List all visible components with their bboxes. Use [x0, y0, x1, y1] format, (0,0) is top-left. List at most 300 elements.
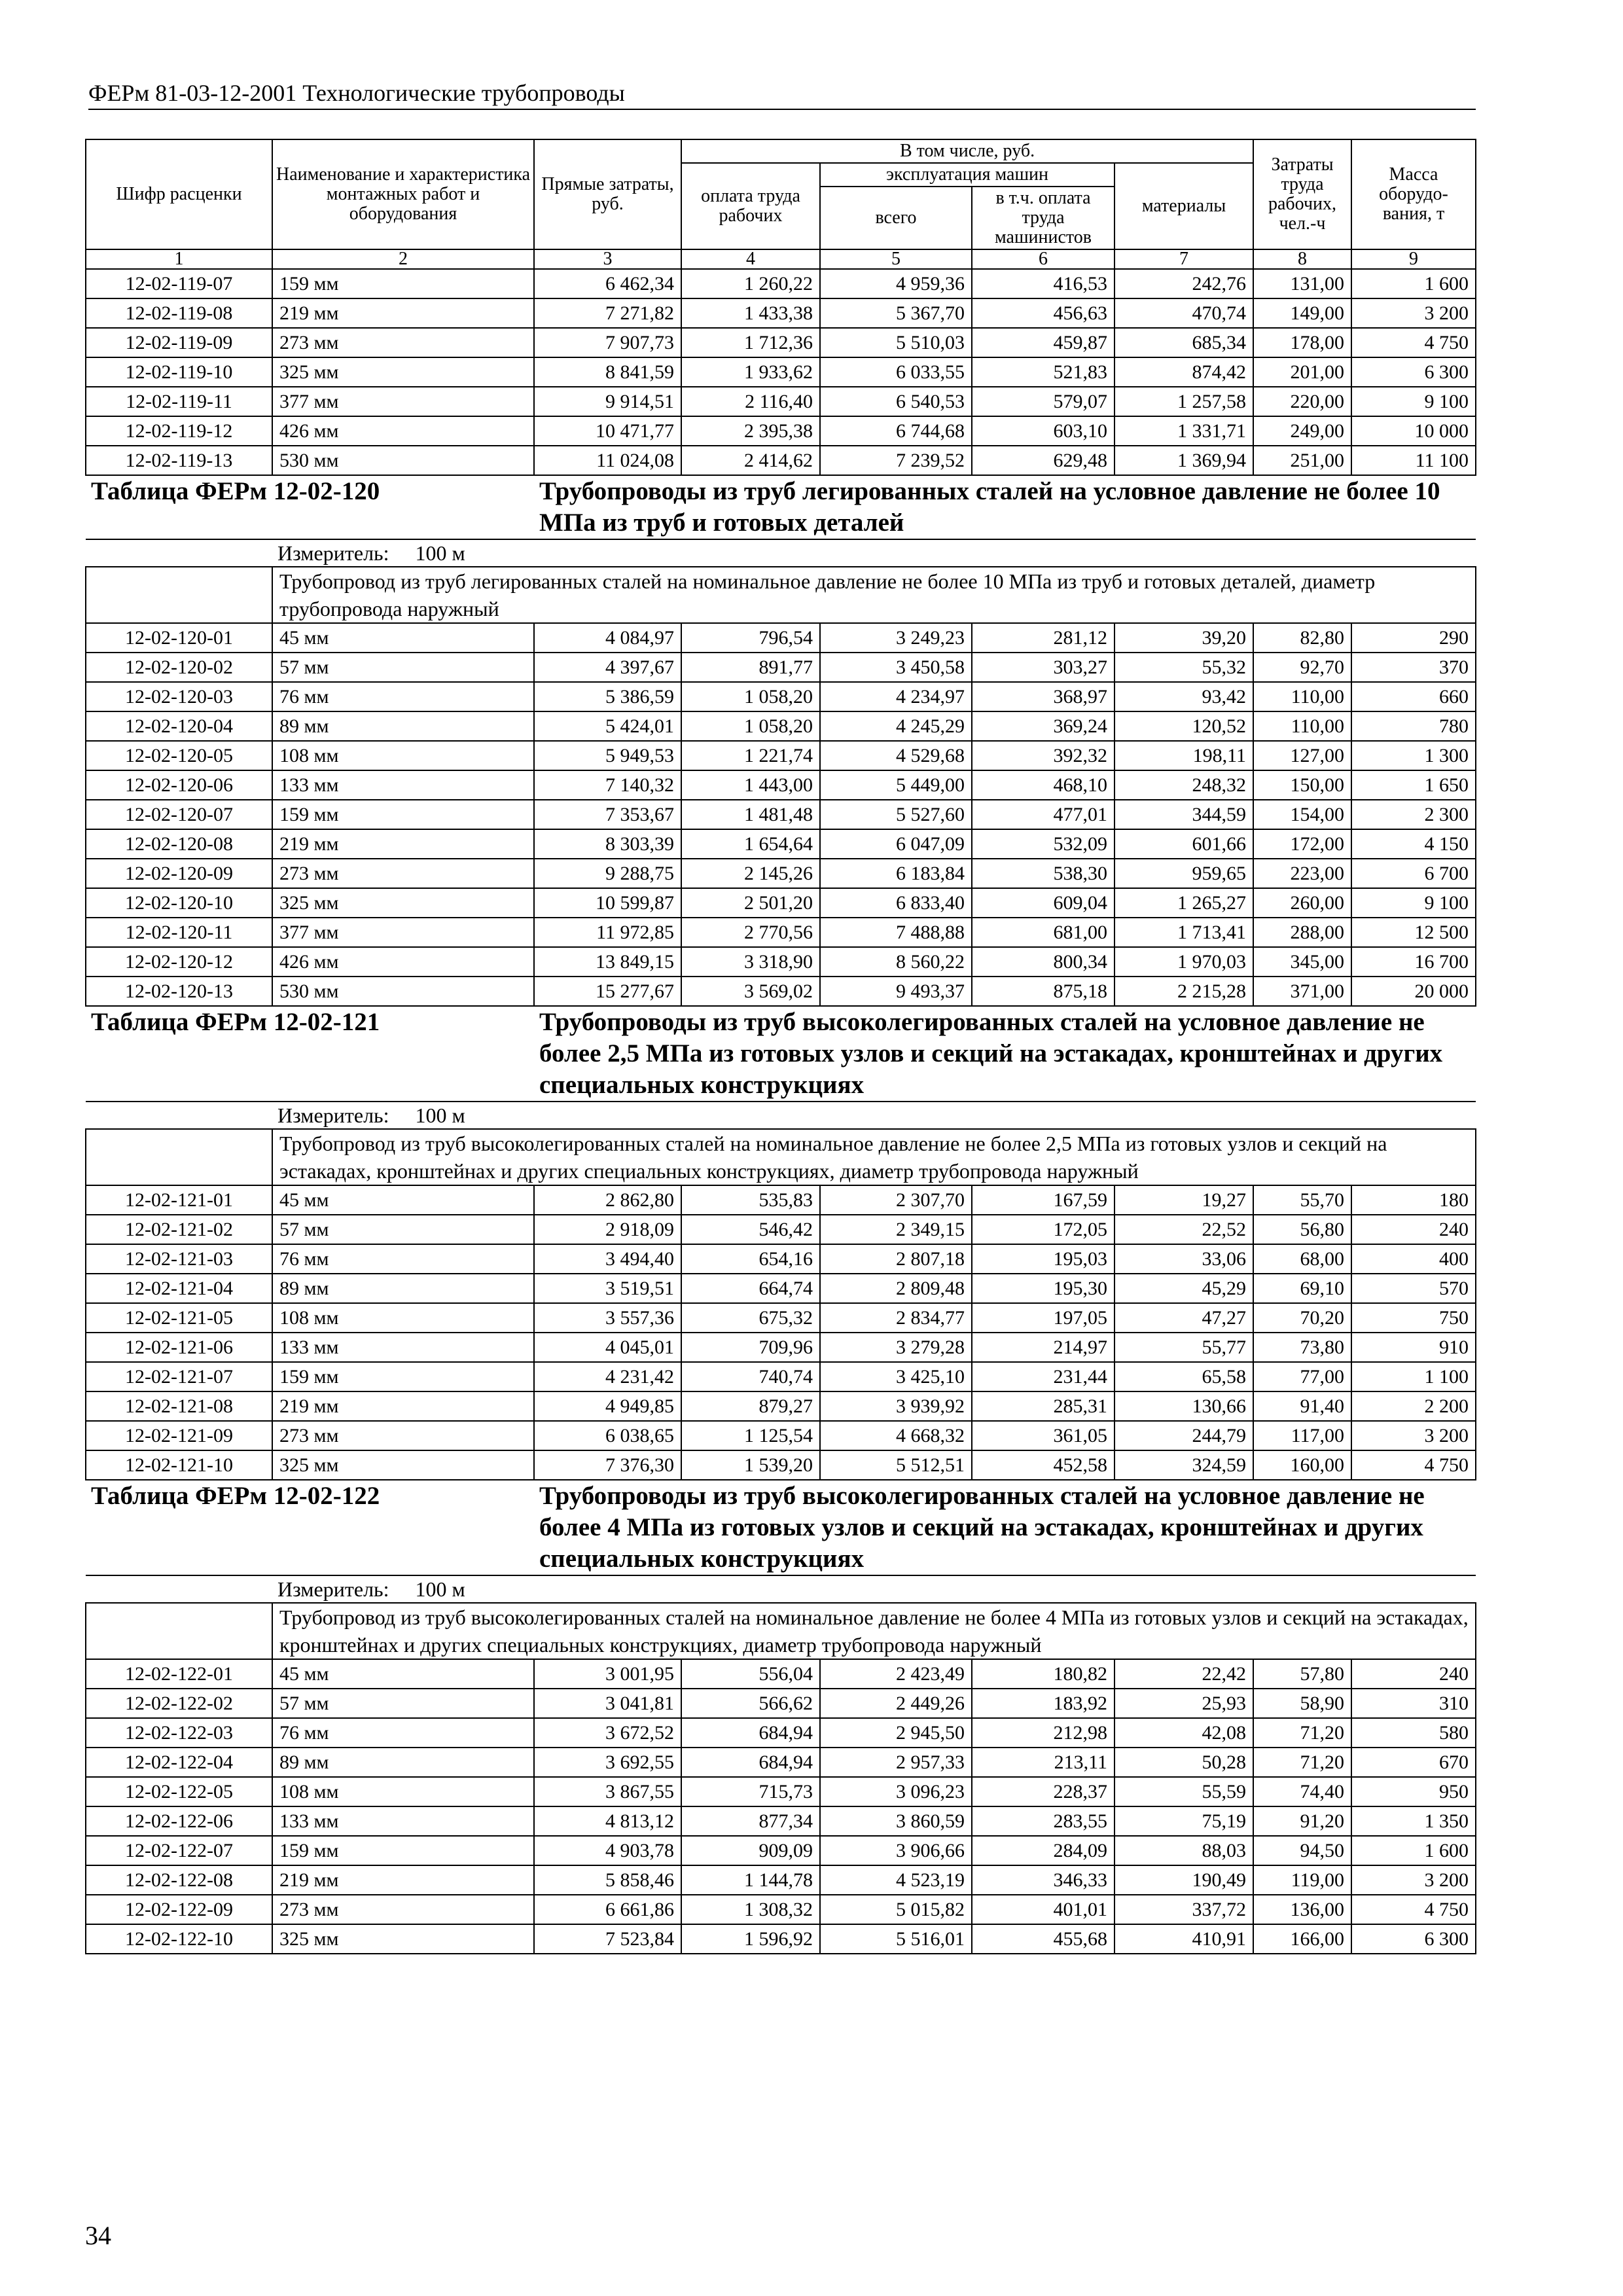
materials-cell: 120,52	[1115, 711, 1253, 741]
labor-hours-cell: 160,00	[1253, 1450, 1351, 1480]
materials-cell: 22,42	[1115, 1659, 1253, 1689]
machines-total-cell: 2 307,70	[820, 1185, 972, 1215]
table-row	[86, 298, 1476, 328]
labor-hours-cell: 110,00	[1253, 711, 1351, 741]
materials-cell: 337,72	[1115, 1895, 1253, 1924]
machines-total-cell: 5 449,00	[820, 770, 972, 800]
machines-total-cell: 4 959,36	[820, 269, 972, 298]
section-measure	[272, 1575, 1476, 1603]
direct-cost-cell: 5 949,53	[534, 741, 681, 770]
table-row	[86, 1659, 1476, 1689]
rate-code-cell: 12-02-121-06	[86, 1333, 272, 1362]
direct-cost-cell: 5 424,01	[534, 711, 681, 741]
table-row	[86, 918, 1476, 947]
machines-total-cell: 3 860,59	[820, 1806, 972, 1836]
rate-code-cell: 12-02-121-02	[86, 1215, 272, 1244]
item-name-cell: 76 мм	[272, 1718, 534, 1748]
machinist-pay-cell: 172,05	[972, 1215, 1115, 1244]
direct-cost-cell: 5 858,46	[534, 1865, 681, 1895]
labor-hours-cell: 117,00	[1253, 1421, 1351, 1450]
table-row	[86, 1303, 1476, 1333]
materials-cell: 248,32	[1115, 770, 1253, 800]
machinist-pay-cell: 231,44	[972, 1362, 1115, 1391]
machinist-pay-cell: 477,01	[972, 800, 1115, 829]
machinist-pay-cell: 284,09	[972, 1836, 1115, 1865]
table-row	[86, 1718, 1476, 1748]
labor-pay-cell: 879,27	[681, 1391, 820, 1421]
item-name-cell: 45 мм	[272, 1185, 534, 1215]
header-rule	[88, 109, 1476, 110]
direct-cost-cell: 4 084,97	[534, 623, 681, 653]
rate-code-cell: 12-02-120-03	[86, 682, 272, 711]
materials-cell: 25,93	[1115, 1689, 1253, 1718]
labor-hours-cell: 77,00	[1253, 1362, 1351, 1391]
column-number: 4	[681, 249, 820, 269]
col-header-incl: В том числе, руб.	[681, 139, 1253, 163]
machines-total-cell: 2 807,18	[820, 1244, 972, 1274]
rate-code-cell: 12-02-120-05	[86, 741, 272, 770]
item-name-cell: 89 мм	[272, 1748, 534, 1777]
col-header-direct: Прямые затраты, руб.	[534, 139, 681, 249]
rate-code-cell: 12-02-122-01	[86, 1659, 272, 1689]
rate-code-cell: 12-02-120-06	[86, 770, 272, 800]
direct-cost-cell: 8 841,59	[534, 357, 681, 387]
section-description: Трубопровод из труб высоколегированных сталей на номинальное давление не более 4 МПа из готовых узлов и секций на эстакадах, кронштейнах и других специальных конструкциях, диаметр трубопровода наружный	[272, 1603, 1476, 1659]
rate-code-cell: 12-02-119-10	[86, 357, 272, 387]
machines-total-cell: 5 367,70	[820, 298, 972, 328]
section-description-row	[86, 1603, 1476, 1659]
materials-cell: 1 369,94	[1115, 446, 1253, 475]
mass-cell: 2 300	[1351, 800, 1476, 829]
labor-hours-cell: 288,00	[1253, 918, 1351, 947]
mass-cell: 310	[1351, 1689, 1476, 1718]
labor-hours-cell: 201,00	[1253, 357, 1351, 387]
col-header-labor-hours: Затраты труда рабочих, чел.-ч	[1253, 139, 1351, 249]
labor-pay-cell: 709,96	[681, 1333, 820, 1362]
col-header-machinist-pay: в т.ч. оплата труда машинистов	[972, 187, 1115, 249]
table-row	[86, 416, 1476, 446]
machinist-pay-cell: 459,87	[972, 328, 1115, 357]
direct-cost-cell: 13 849,15	[534, 947, 681, 977]
measure-spacer	[86, 1575, 272, 1603]
labor-hours-cell: 71,20	[1253, 1718, 1351, 1748]
table-row	[86, 977, 1476, 1006]
item-name-cell: 325 мм	[272, 1924, 534, 1954]
machines-total-cell: 6 833,40	[820, 888, 972, 918]
labor-pay-cell: 1 481,48	[681, 800, 820, 829]
labor-hours-cell: 55,70	[1253, 1185, 1351, 1215]
materials-cell: 410,91	[1115, 1924, 1253, 1954]
table-row	[86, 741, 1476, 770]
item-name-cell: 57 мм	[272, 1215, 534, 1244]
machinist-pay-cell: 228,37	[972, 1777, 1115, 1806]
section-title-row	[86, 475, 1476, 539]
item-name-cell: 377 мм	[272, 918, 534, 947]
labor-hours-cell: 172,00	[1253, 829, 1351, 859]
rate-code-cell: 12-02-122-02	[86, 1689, 272, 1718]
measure-value: 100 м	[415, 541, 465, 565]
direct-cost-cell: 3 867,55	[534, 1777, 681, 1806]
machines-total-cell: 3 279,28	[820, 1333, 972, 1362]
labor-hours-cell: 127,00	[1253, 741, 1351, 770]
mass-cell: 240	[1351, 1659, 1476, 1689]
table-row	[86, 357, 1476, 387]
direct-cost-cell: 3 041,81	[534, 1689, 681, 1718]
measure-value: 100 м	[415, 1103, 465, 1127]
materials-cell: 42,08	[1115, 1718, 1253, 1748]
mass-cell: 290	[1351, 623, 1476, 653]
item-name-cell: 273 мм	[272, 1421, 534, 1450]
labor-hours-cell: 178,00	[1253, 328, 1351, 357]
table-row	[86, 1689, 1476, 1718]
item-name-cell: 57 мм	[272, 1689, 534, 1718]
item-name-cell: 273 мм	[272, 1895, 534, 1924]
mass-cell: 12 500	[1351, 918, 1476, 947]
measure-label: Измеритель:	[277, 541, 389, 565]
rate-code-cell: 12-02-122-05	[86, 1777, 272, 1806]
rate-code-cell: 12-02-119-12	[86, 416, 272, 446]
machinist-pay-cell: 283,55	[972, 1806, 1115, 1836]
section-description: Трубопровод из труб высоколегированных сталей на номинальное давление не более 2,5 МПа из готовых узлов и секций на эстакадах, кронштейнах и других специальных конструкциях, диаметр трубопровода наружный	[272, 1129, 1476, 1185]
column-number: 1	[86, 249, 272, 269]
labor-pay-cell: 877,34	[681, 1806, 820, 1836]
labor-hours-cell: 131,00	[1253, 269, 1351, 298]
machines-total-cell: 2 945,50	[820, 1718, 972, 1748]
item-name-cell: 45 мм	[272, 623, 534, 653]
rate-code-cell: 12-02-119-13	[86, 446, 272, 475]
machines-total-cell: 5 512,51	[820, 1450, 972, 1480]
machines-total-cell: 8 560,22	[820, 947, 972, 977]
labor-pay-cell: 2 395,38	[681, 416, 820, 446]
table-row	[86, 328, 1476, 357]
labor-hours-cell: 73,80	[1253, 1333, 1351, 1362]
mass-cell: 780	[1351, 711, 1476, 741]
rate-code-cell: 12-02-120-12	[86, 947, 272, 977]
table-row	[86, 829, 1476, 859]
machinist-pay-cell: 401,01	[972, 1895, 1115, 1924]
mass-cell: 1 350	[1351, 1806, 1476, 1836]
item-name-cell: 76 мм	[272, 1244, 534, 1274]
direct-cost-cell: 7 353,67	[534, 800, 681, 829]
materials-cell: 874,42	[1115, 357, 1253, 387]
page-number: 34	[85, 2221, 111, 2250]
rate-code-cell: 12-02-121-03	[86, 1244, 272, 1274]
labor-pay-cell: 1 433,38	[681, 298, 820, 328]
rate-code-cell: 12-02-120-11	[86, 918, 272, 947]
machinist-pay-cell: 455,68	[972, 1924, 1115, 1954]
mass-cell: 1 100	[1351, 1362, 1476, 1391]
materials-cell: 39,20	[1115, 623, 1253, 653]
table-row	[86, 888, 1476, 918]
materials-cell: 244,79	[1115, 1421, 1253, 1450]
labor-pay-cell: 684,94	[681, 1718, 820, 1748]
machinist-pay-cell: 579,07	[972, 387, 1115, 416]
column-number: 7	[1115, 249, 1253, 269]
section-description: Трубопровод из труб легированных сталей на номинальное давление не более 10 МПа из труб и готовых деталей, диаметр трубопровода наружный	[272, 567, 1476, 623]
mass-cell: 2 200	[1351, 1391, 1476, 1421]
mass-cell: 3 200	[1351, 1865, 1476, 1895]
machinist-pay-cell: 456,63	[972, 298, 1115, 328]
section-measure-row	[86, 539, 1476, 567]
labor-pay-cell: 740,74	[681, 1362, 820, 1391]
table-body	[86, 269, 1476, 1954]
item-name-cell: 76 мм	[272, 682, 534, 711]
labor-hours-cell: 69,10	[1253, 1274, 1351, 1303]
table-row	[86, 1777, 1476, 1806]
machines-total-cell: 2 957,33	[820, 1748, 972, 1777]
labor-hours-cell: 136,00	[1253, 1895, 1351, 1924]
machines-total-cell: 5 015,82	[820, 1895, 972, 1924]
rate-code-cell: 12-02-120-01	[86, 623, 272, 653]
mass-cell: 11 100	[1351, 446, 1476, 475]
machines-total-cell: 4 529,68	[820, 741, 972, 770]
table-row	[86, 947, 1476, 977]
mass-cell: 660	[1351, 682, 1476, 711]
mass-cell: 1 600	[1351, 269, 1476, 298]
item-name-cell: 159 мм	[272, 800, 534, 829]
item-name-cell: 325 мм	[272, 888, 534, 918]
table-row	[86, 1836, 1476, 1865]
labor-pay-cell: 2 501,20	[681, 888, 820, 918]
materials-cell: 75,19	[1115, 1806, 1253, 1836]
mass-cell: 670	[1351, 1748, 1476, 1777]
machines-total-cell: 6 047,09	[820, 829, 972, 859]
section-table-label: Таблица ФЕРм 12-02-122	[86, 1480, 534, 1575]
labor-hours-cell: 251,00	[1253, 446, 1351, 475]
labor-pay-cell: 3 569,02	[681, 977, 820, 1006]
table-row	[86, 1421, 1476, 1450]
table-row	[86, 623, 1476, 653]
labor-pay-cell: 1 144,78	[681, 1865, 820, 1895]
labor-pay-cell: 684,94	[681, 1748, 820, 1777]
materials-cell: 130,66	[1115, 1391, 1253, 1421]
direct-cost-cell: 4 045,01	[534, 1333, 681, 1362]
machinist-pay-cell: 368,97	[972, 682, 1115, 711]
machines-total-cell: 7 488,88	[820, 918, 972, 947]
materials-cell: 959,65	[1115, 859, 1253, 888]
labor-hours-cell: 68,00	[1253, 1244, 1351, 1274]
machinist-pay-cell: 603,10	[972, 416, 1115, 446]
labor-hours-cell: 260,00	[1253, 888, 1351, 918]
machines-total-cell: 6 183,84	[820, 859, 972, 888]
materials-cell: 45,29	[1115, 1274, 1253, 1303]
machines-total-cell: 4 234,97	[820, 682, 972, 711]
materials-cell: 685,34	[1115, 328, 1253, 357]
mass-cell: 3 200	[1351, 298, 1476, 328]
measure-value: 100 м	[415, 1577, 465, 1601]
direct-cost-cell: 3 557,36	[534, 1303, 681, 1333]
rate-code-cell: 12-02-121-05	[86, 1303, 272, 1333]
description-spacer	[86, 1603, 272, 1659]
labor-hours-cell: 56,80	[1253, 1215, 1351, 1244]
labor-hours-cell: 57,80	[1253, 1659, 1351, 1689]
column-number: 2	[272, 249, 534, 269]
machinist-pay-cell: 303,27	[972, 653, 1115, 682]
machinist-pay-cell: 452,58	[972, 1450, 1115, 1480]
direct-cost-cell: 10 599,87	[534, 888, 681, 918]
materials-cell: 47,27	[1115, 1303, 1253, 1333]
mass-cell: 3 200	[1351, 1421, 1476, 1450]
section-title: Трубопроводы из труб высоколегированных сталей на условное давление не более 2,5 МПа из готовых узлов и секций на эстакадах, кронштейнах и других специальных конструкциях	[534, 1006, 1476, 1102]
materials-cell: 324,59	[1115, 1450, 1253, 1480]
item-name-cell: 219 мм	[272, 1865, 534, 1895]
labor-hours-cell: 119,00	[1253, 1865, 1351, 1895]
labor-hours-cell: 154,00	[1253, 800, 1351, 829]
table-row	[86, 1274, 1476, 1303]
table-row	[86, 1924, 1476, 1954]
materials-cell: 55,32	[1115, 653, 1253, 682]
labor-pay-cell: 1 712,36	[681, 328, 820, 357]
machines-total-cell: 3 939,92	[820, 1391, 972, 1421]
mass-cell: 6 300	[1351, 357, 1476, 387]
rate-code-cell: 12-02-122-09	[86, 1895, 272, 1924]
item-name-cell: 57 мм	[272, 653, 534, 682]
labor-pay-cell: 1 933,62	[681, 357, 820, 387]
rate-code-cell: 12-02-119-07	[86, 269, 272, 298]
machines-total-cell: 2 423,49	[820, 1659, 972, 1689]
materials-cell: 93,42	[1115, 682, 1253, 711]
machinist-pay-cell: 392,32	[972, 741, 1115, 770]
machinist-pay-cell: 800,34	[972, 947, 1115, 977]
direct-cost-cell: 5 386,59	[534, 682, 681, 711]
item-name-cell: 219 мм	[272, 298, 534, 328]
table-row	[86, 711, 1476, 741]
labor-pay-cell: 664,74	[681, 1274, 820, 1303]
materials-cell: 190,49	[1115, 1865, 1253, 1895]
machinist-pay-cell: 197,05	[972, 1303, 1115, 1333]
column-number: 8	[1253, 249, 1351, 269]
labor-hours-cell: 71,20	[1253, 1748, 1351, 1777]
mass-cell: 910	[1351, 1333, 1476, 1362]
table-row	[86, 387, 1476, 416]
mass-cell: 750	[1351, 1303, 1476, 1333]
rate-code-cell: 12-02-122-07	[86, 1836, 272, 1865]
direct-cost-cell: 7 376,30	[534, 1450, 681, 1480]
machinist-pay-cell: 214,97	[972, 1333, 1115, 1362]
direct-cost-cell: 15 277,67	[534, 977, 681, 1006]
machinist-pay-cell: 538,30	[972, 859, 1115, 888]
item-name-cell: 159 мм	[272, 269, 534, 298]
table-row	[86, 1895, 1476, 1924]
table-row	[86, 1865, 1476, 1895]
labor-pay-cell: 796,54	[681, 623, 820, 653]
machinist-pay-cell: 281,12	[972, 623, 1115, 653]
table-row	[86, 1748, 1476, 1777]
machines-total-cell: 3 096,23	[820, 1777, 972, 1806]
labor-hours-cell: 150,00	[1253, 770, 1351, 800]
item-name-cell: 325 мм	[272, 1450, 534, 1480]
labor-hours-cell: 149,00	[1253, 298, 1351, 328]
direct-cost-cell: 10 471,77	[534, 416, 681, 446]
direct-cost-cell: 4 903,78	[534, 1836, 681, 1865]
direct-cost-cell: 3 519,51	[534, 1274, 681, 1303]
rate-code-cell: 12-02-121-09	[86, 1421, 272, 1450]
measure-spacer	[86, 1102, 272, 1129]
machinist-pay-cell: 609,04	[972, 888, 1115, 918]
mass-cell: 400	[1351, 1244, 1476, 1274]
direct-cost-cell: 7 140,32	[534, 770, 681, 800]
table-row	[86, 1185, 1476, 1215]
item-name-cell: 219 мм	[272, 1391, 534, 1421]
labor-pay-cell: 1 308,32	[681, 1895, 820, 1924]
section-measure-row	[86, 1575, 1476, 1603]
rate-code-cell: 12-02-121-10	[86, 1450, 272, 1480]
machinist-pay-cell: 361,05	[972, 1421, 1115, 1450]
item-name-cell: 273 мм	[272, 859, 534, 888]
machines-total-cell: 2 349,15	[820, 1215, 972, 1244]
norms-table	[85, 139, 1476, 1954]
table-row	[86, 1244, 1476, 1274]
direct-cost-cell: 9 288,75	[534, 859, 681, 888]
col-header-machines-total: всего	[820, 187, 972, 249]
mass-cell: 1 600	[1351, 1836, 1476, 1865]
section-title: Трубопроводы из труб легированных сталей на условное давление не более 10 МПа из труб и готовых деталей	[534, 475, 1476, 539]
column-number: 6	[972, 249, 1115, 269]
direct-cost-cell: 4 813,12	[534, 1806, 681, 1836]
mass-cell: 4 750	[1351, 1895, 1476, 1924]
machines-total-cell: 4 668,32	[820, 1421, 972, 1450]
item-name-cell: 273 мм	[272, 328, 534, 357]
direct-cost-cell: 3 672,52	[534, 1718, 681, 1748]
col-header-mass: Масса оборудо-вания, т	[1351, 139, 1476, 249]
mass-cell: 370	[1351, 653, 1476, 682]
section-description-row	[86, 1129, 1476, 1185]
item-name-cell: 325 мм	[272, 357, 534, 387]
item-name-cell: 133 мм	[272, 1806, 534, 1836]
materials-cell: 33,06	[1115, 1244, 1253, 1274]
labor-hours-cell: 223,00	[1253, 859, 1351, 888]
machines-total-cell: 4 245,29	[820, 711, 972, 741]
document-header: ФЕРм 81-03-12-2001 Технологические трубопроводы	[88, 80, 625, 106]
labor-pay-cell: 566,62	[681, 1689, 820, 1718]
item-name-cell: 530 мм	[272, 446, 534, 475]
materials-cell: 2 215,28	[1115, 977, 1253, 1006]
machinist-pay-cell: 532,09	[972, 829, 1115, 859]
mass-cell: 10 000	[1351, 416, 1476, 446]
item-name-cell: 89 мм	[272, 711, 534, 741]
materials-cell: 55,59	[1115, 1777, 1253, 1806]
section-measure	[272, 539, 1476, 567]
mass-cell: 9 100	[1351, 387, 1476, 416]
machines-total-cell: 6 744,68	[820, 416, 972, 446]
section-description-row	[86, 567, 1476, 623]
materials-cell: 242,76	[1115, 269, 1253, 298]
labor-hours-cell: 92,70	[1253, 653, 1351, 682]
materials-cell: 1 970,03	[1115, 947, 1253, 977]
labor-pay-cell: 556,04	[681, 1659, 820, 1689]
measure-label: Измеритель:	[277, 1577, 389, 1601]
rate-code-cell: 12-02-120-04	[86, 711, 272, 741]
labor-hours-cell: 74,40	[1253, 1777, 1351, 1806]
machines-total-cell: 7 239,52	[820, 446, 972, 475]
direct-cost-cell: 6 038,65	[534, 1421, 681, 1450]
machines-total-cell: 6 033,55	[820, 357, 972, 387]
labor-hours-cell: 345,00	[1253, 947, 1351, 977]
description-spacer	[86, 1129, 272, 1185]
rate-code-cell: 12-02-122-04	[86, 1748, 272, 1777]
direct-cost-cell: 7 523,84	[534, 1924, 681, 1954]
item-name-cell: 159 мм	[272, 1836, 534, 1865]
labor-pay-cell: 535,83	[681, 1185, 820, 1215]
rate-code-cell: 12-02-120-07	[86, 800, 272, 829]
table-row	[86, 269, 1476, 298]
labor-hours-cell: 166,00	[1253, 1924, 1351, 1954]
labor-pay-cell: 2 770,56	[681, 918, 820, 947]
rate-code-cell: 12-02-122-08	[86, 1865, 272, 1895]
section-title-row	[86, 1006, 1476, 1102]
section-table-label: Таблица ФЕРм 12-02-120	[86, 475, 534, 539]
measure-label: Измеритель:	[277, 1103, 389, 1127]
